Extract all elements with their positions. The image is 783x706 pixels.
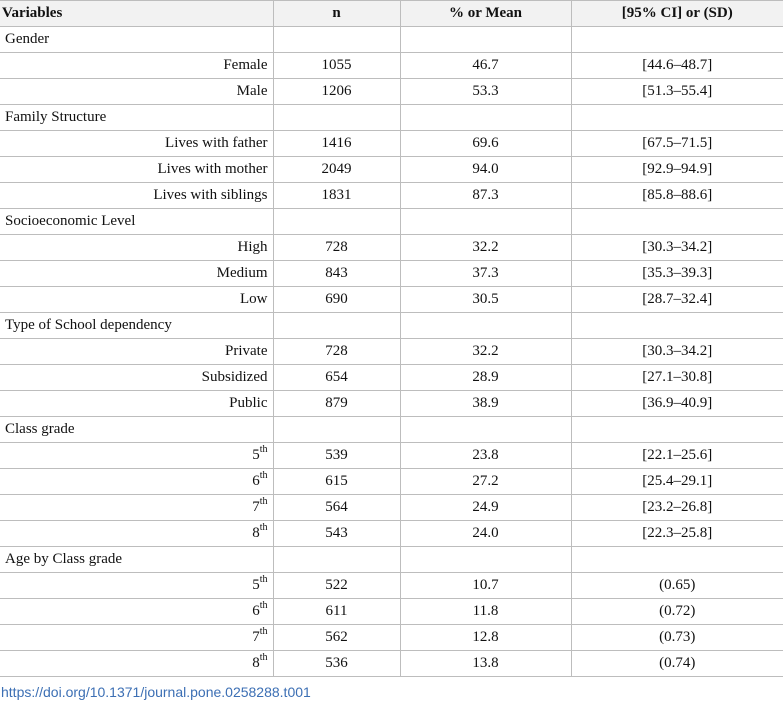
value-cell: 10.7 (400, 573, 571, 599)
section-title: Socioeconomic Level (0, 209, 273, 235)
value-cell: 53.3 (400, 79, 571, 105)
n-cell: 1416 (273, 131, 400, 157)
ci-cell: [44.6–48.7] (571, 53, 783, 79)
ci-cell: [25.4–29.1] (571, 469, 783, 495)
ci-cell: (0.73) (571, 625, 783, 651)
n-cell: 728 (273, 339, 400, 365)
section-title: Class grade (0, 417, 273, 443)
value-cell: 27.2 (400, 469, 571, 495)
ci-cell: [51.3–55.4] (571, 79, 783, 105)
row-label-cell (0, 443, 273, 469)
n-cell: 536 (273, 651, 400, 677)
table-row (0, 443, 783, 469)
ci-cell: (0.74) (571, 651, 783, 677)
row-label: Medium (216, 265, 268, 281)
ci-cell: [22.3–25.8] (571, 521, 783, 547)
ci-cell: [28.7–32.4] (571, 287, 783, 313)
row-label-cell (0, 261, 273, 287)
n-cell: 539 (273, 443, 400, 469)
ci-cell: [92.9–94.9] (571, 157, 783, 183)
row-label-cell (0, 391, 273, 417)
n-cell: 543 (273, 521, 400, 547)
empty-cell (400, 105, 571, 131)
row-label: High (237, 239, 268, 255)
n-cell: 879 (273, 391, 400, 417)
table-row (0, 261, 783, 287)
section-title: Gender (0, 27, 273, 53)
value-cell: 28.9 (400, 365, 571, 391)
section-title: Family Structure (0, 105, 273, 131)
n-cell: 615 (273, 469, 400, 495)
empty-cell (400, 209, 571, 235)
value-cell: 11.8 (400, 599, 571, 625)
value-cell: 37.3 (400, 261, 571, 287)
value-cell: 46.7 (400, 53, 571, 79)
section-row (0, 417, 783, 443)
table-row (0, 183, 783, 209)
table-row (0, 53, 783, 79)
empty-cell (571, 27, 783, 53)
ordinal-suffix: th (259, 470, 268, 481)
empty-cell (571, 209, 783, 235)
ci-cell: [36.9–40.9] (571, 391, 783, 417)
row-label: Private (225, 343, 268, 359)
empty-cell (273, 417, 400, 443)
row-label: 8 (252, 655, 260, 671)
table-row (0, 157, 783, 183)
ordinal-suffix: th (259, 600, 268, 611)
row-label: Lives with mother (157, 161, 268, 177)
row-label: 5 (252, 447, 260, 463)
n-cell: 1206 (273, 79, 400, 105)
ci-cell: [30.3–34.2] (571, 339, 783, 365)
section-title: Age by Class grade (0, 547, 273, 573)
row-label-cell (0, 573, 273, 599)
section-row (0, 313, 783, 339)
table-row (0, 495, 783, 521)
table-row (0, 651, 783, 677)
value-cell: 32.2 (400, 235, 571, 261)
row-label-cell (0, 235, 273, 261)
empty-cell (571, 105, 783, 131)
row-label: Lives with father (165, 135, 268, 151)
n-cell: 690 (273, 287, 400, 313)
header-variables: Variables (0, 1, 273, 27)
section-row (0, 27, 783, 53)
row-label-cell (0, 131, 273, 157)
row-label: 7 (252, 629, 260, 645)
ordinal-suffix: th (259, 522, 268, 533)
header-row (0, 1, 783, 27)
empty-cell (273, 209, 400, 235)
n-cell: 843 (273, 261, 400, 287)
row-label: 6 (252, 603, 260, 619)
value-cell: 24.0 (400, 521, 571, 547)
empty-cell (273, 547, 400, 573)
n-cell: 1831 (273, 183, 400, 209)
row-label-cell (0, 339, 273, 365)
ci-cell: [67.5–71.5] (571, 131, 783, 157)
n-cell: 728 (273, 235, 400, 261)
ci-cell: [23.2–26.8] (571, 495, 783, 521)
ordinal-suffix: th (259, 444, 268, 455)
n-cell: 2049 (273, 157, 400, 183)
value-cell: 23.8 (400, 443, 571, 469)
ci-cell: [35.3–39.3] (571, 261, 783, 287)
value-cell: 24.9 (400, 495, 571, 521)
row-label: 7 (252, 499, 260, 515)
table-row (0, 521, 783, 547)
table-row (0, 365, 783, 391)
table-row (0, 625, 783, 651)
row-label-cell (0, 157, 273, 183)
empty-cell (273, 105, 400, 131)
empty-cell (400, 27, 571, 53)
row-label-cell (0, 53, 273, 79)
row-label-cell (0, 599, 273, 625)
empty-cell (400, 313, 571, 339)
row-label-cell (0, 365, 273, 391)
n-cell: 564 (273, 495, 400, 521)
header-ci-or-sd: [95% CI] or (SD) (571, 1, 783, 27)
empty-cell (400, 417, 571, 443)
row-label-cell (0, 183, 273, 209)
table-row (0, 573, 783, 599)
value-cell: 30.5 (400, 287, 571, 313)
row-label: 5 (252, 577, 260, 593)
value-cell: 94.0 (400, 157, 571, 183)
empty-cell (400, 547, 571, 573)
n-cell: 562 (273, 625, 400, 651)
section-title: Type of School dependency (0, 313, 273, 339)
doi-link[interactable]: https://doi.org/10.1371/journal.pone.0258288.t001 (1, 684, 311, 700)
n-cell: 654 (273, 365, 400, 391)
n-cell: 1055 (273, 53, 400, 79)
value-cell: 12.8 (400, 625, 571, 651)
row-label-cell (0, 651, 273, 677)
value-cell: 38.9 (400, 391, 571, 417)
n-cell: 522 (273, 573, 400, 599)
section-row (0, 105, 783, 131)
ordinal-suffix: th (259, 496, 268, 507)
ci-cell: [30.3–34.2] (571, 235, 783, 261)
row-label: Public (229, 395, 268, 411)
value-cell: 32.2 (400, 339, 571, 365)
row-label-cell (0, 521, 273, 547)
empty-cell (571, 547, 783, 573)
empty-cell (571, 313, 783, 339)
ordinal-suffix: th (259, 574, 268, 585)
row-label: Low (240, 291, 268, 307)
ci-cell: [22.1–25.6] (571, 443, 783, 469)
value-cell: 13.8 (400, 651, 571, 677)
value-cell: 87.3 (400, 183, 571, 209)
row-label-cell (0, 625, 273, 651)
ci-cell: [85.8–88.6] (571, 183, 783, 209)
row-label: 6 (252, 473, 260, 489)
ci-cell: (0.72) (571, 599, 783, 625)
table-row (0, 391, 783, 417)
ci-cell: [27.1–30.8] (571, 365, 783, 391)
row-label-cell (0, 79, 273, 105)
row-label: Lives with siblings (153, 187, 268, 203)
row-label-cell (0, 287, 273, 313)
n-cell: 611 (273, 599, 400, 625)
ordinal-suffix: th (259, 652, 268, 663)
row-label: Subsidized (201, 369, 268, 385)
row-label-cell (0, 469, 273, 495)
table-row (0, 235, 783, 261)
table-row (0, 79, 783, 105)
header-n: n (273, 1, 400, 27)
header-percent-or-mean: % or Mean (400, 1, 571, 27)
row-label: Male (236, 83, 268, 99)
section-row (0, 209, 783, 235)
value-cell: 69.6 (400, 131, 571, 157)
ordinal-suffix: th (259, 626, 268, 637)
row-label: 8 (252, 525, 260, 541)
empty-cell (571, 417, 783, 443)
table-row (0, 131, 783, 157)
empty-cell (273, 27, 400, 53)
table-row (0, 339, 783, 365)
row-label-cell (0, 495, 273, 521)
table-body (0, 27, 783, 677)
empty-cell (273, 313, 400, 339)
ci-cell: (0.65) (571, 573, 783, 599)
table-row (0, 599, 783, 625)
section-row (0, 547, 783, 573)
table-row (0, 469, 783, 495)
table-row (0, 287, 783, 313)
row-label: Female (223, 57, 268, 73)
